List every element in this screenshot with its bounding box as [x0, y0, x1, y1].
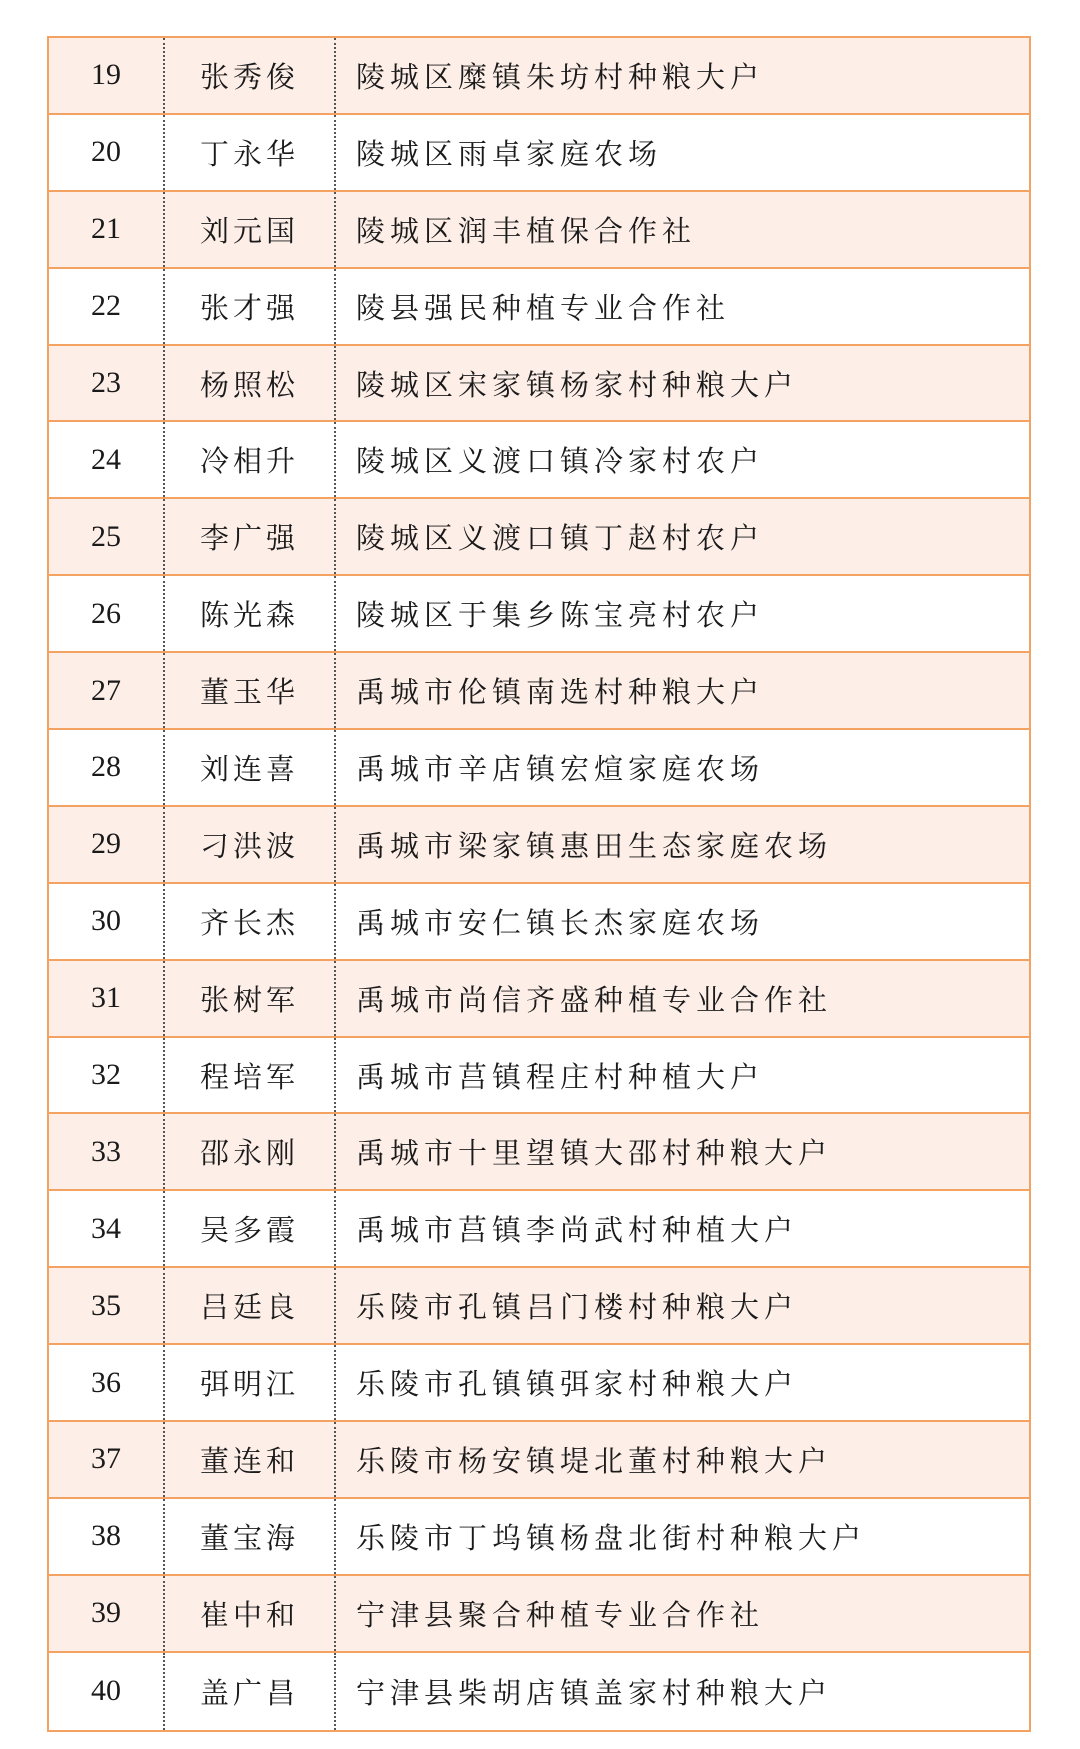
work-unit: 禹城市尚信齐盛种植专业合作社	[356, 982, 833, 1017]
person-name: 吕廷良	[165, 1268, 336, 1343]
work-unit: 乐陵市孔镇镇弭家村种粮大户	[356, 1367, 799, 1402]
table-row	[49, 499, 1029, 576]
work-unit: 禹城市十里望镇大邵村种粮大户	[356, 1136, 833, 1171]
person-name: 刘元国	[165, 192, 336, 267]
table-row	[49, 576, 1029, 653]
person-name: 董连和	[165, 1422, 336, 1497]
person-name: 张才强	[165, 269, 336, 344]
table-row	[49, 1038, 1029, 1115]
row-number: 37	[49, 1422, 165, 1497]
table-row	[49, 1499, 1029, 1576]
person-name: 李广强	[165, 499, 336, 574]
row-number: 40	[49, 1653, 165, 1730]
person-name: 吴多霞	[165, 1191, 336, 1266]
row-number: 38	[49, 1499, 165, 1574]
work-unit: 陵城区义渡口镇丁赵村农户	[356, 521, 765, 556]
table-row	[49, 1191, 1029, 1268]
table-row	[49, 1653, 1029, 1730]
work-unit: 宁津县柴胡店镇盖家村种粮大户	[356, 1675, 833, 1710]
row-number: 24	[49, 422, 165, 497]
row-number: 26	[49, 576, 165, 651]
work-unit: 宁津县聚合种植专业合作社	[356, 1597, 765, 1632]
table-row	[49, 269, 1029, 346]
person-name: 董宝海	[165, 1499, 336, 1574]
person-name: 刁洪波	[165, 807, 336, 882]
work-unit: 陵城区义渡口镇冷家村农户	[356, 444, 765, 479]
work-unit: 陵城区糜镇朱坊村种粮大户	[356, 59, 765, 94]
row-number: 21	[49, 192, 165, 267]
table-row	[49, 1268, 1029, 1345]
row-number: 25	[49, 499, 165, 574]
work-unit: 陵县强民种植专业合作社	[356, 290, 731, 325]
table-row	[49, 1114, 1029, 1191]
row-number: 22	[49, 269, 165, 344]
person-name: 董玉华	[165, 653, 336, 728]
row-number: 35	[49, 1268, 165, 1343]
work-unit: 禹城市莒镇程庄村种植大户	[356, 1059, 765, 1094]
row-number: 32	[49, 1038, 165, 1113]
work-unit: 禹城市伦镇南选村种粮大户	[356, 675, 765, 710]
person-name: 崔中和	[165, 1576, 336, 1651]
person-name: 程培军	[165, 1038, 336, 1113]
row-number: 28	[49, 730, 165, 805]
work-unit: 禹城市莒镇李尚武村种植大户	[356, 1213, 799, 1248]
person-name: 张树军	[165, 961, 336, 1036]
work-unit: 陵城区润丰植保合作社	[356, 213, 697, 248]
row-number: 33	[49, 1114, 165, 1189]
row-number: 39	[49, 1576, 165, 1651]
table-row	[49, 807, 1029, 884]
person-name: 陈光森	[165, 576, 336, 651]
table-row	[49, 961, 1029, 1038]
person-name: 盖广昌	[165, 1653, 336, 1730]
person-name: 齐长杰	[165, 884, 336, 959]
person-name: 丁永华	[165, 115, 336, 190]
table-row	[49, 38, 1029, 115]
row-number: 36	[49, 1345, 165, 1420]
table-row	[49, 1422, 1029, 1499]
table-row	[49, 1576, 1029, 1653]
table-row	[49, 346, 1029, 423]
row-number: 27	[49, 653, 165, 728]
table-row	[49, 1345, 1029, 1422]
work-unit: 陵城区宋家镇杨家村种粮大户	[356, 367, 799, 402]
work-unit: 禹城市辛店镇宏煊家庭农场	[356, 751, 765, 786]
person-name: 弭明江	[165, 1345, 336, 1420]
table-row	[49, 653, 1029, 730]
work-unit: 乐陵市杨安镇堤北董村种粮大户	[356, 1443, 833, 1478]
row-number: 20	[49, 115, 165, 190]
honor-list-table	[47, 36, 1031, 1732]
table-row	[49, 115, 1029, 192]
work-unit: 禹城市梁家镇惠田生态家庭农场	[356, 828, 833, 863]
row-number: 19	[49, 38, 165, 113]
work-unit: 禹城市安仁镇长杰家庭农场	[356, 905, 765, 940]
table-row	[49, 730, 1029, 807]
work-unit: 陵城区雨卓家庭农场	[356, 136, 663, 171]
row-number: 31	[49, 961, 165, 1036]
person-name: 张秀俊	[165, 38, 336, 113]
work-unit: 乐陵市孔镇吕门楼村种粮大户	[356, 1290, 799, 1325]
table-row	[49, 884, 1029, 961]
row-number: 30	[49, 884, 165, 959]
row-number: 29	[49, 807, 165, 882]
person-name: 杨照松	[165, 346, 336, 421]
person-name: 冷相升	[165, 422, 336, 497]
work-unit: 陵城区于集乡陈宝亮村农户	[356, 598, 765, 633]
row-number: 34	[49, 1191, 165, 1266]
person-name: 刘连喜	[165, 730, 336, 805]
work-unit: 乐陵市丁坞镇杨盘北街村种粮大户	[356, 1520, 867, 1555]
table-row	[49, 422, 1029, 499]
person-name: 邵永刚	[165, 1114, 336, 1189]
row-number: 23	[49, 346, 165, 421]
table-row	[49, 192, 1029, 269]
